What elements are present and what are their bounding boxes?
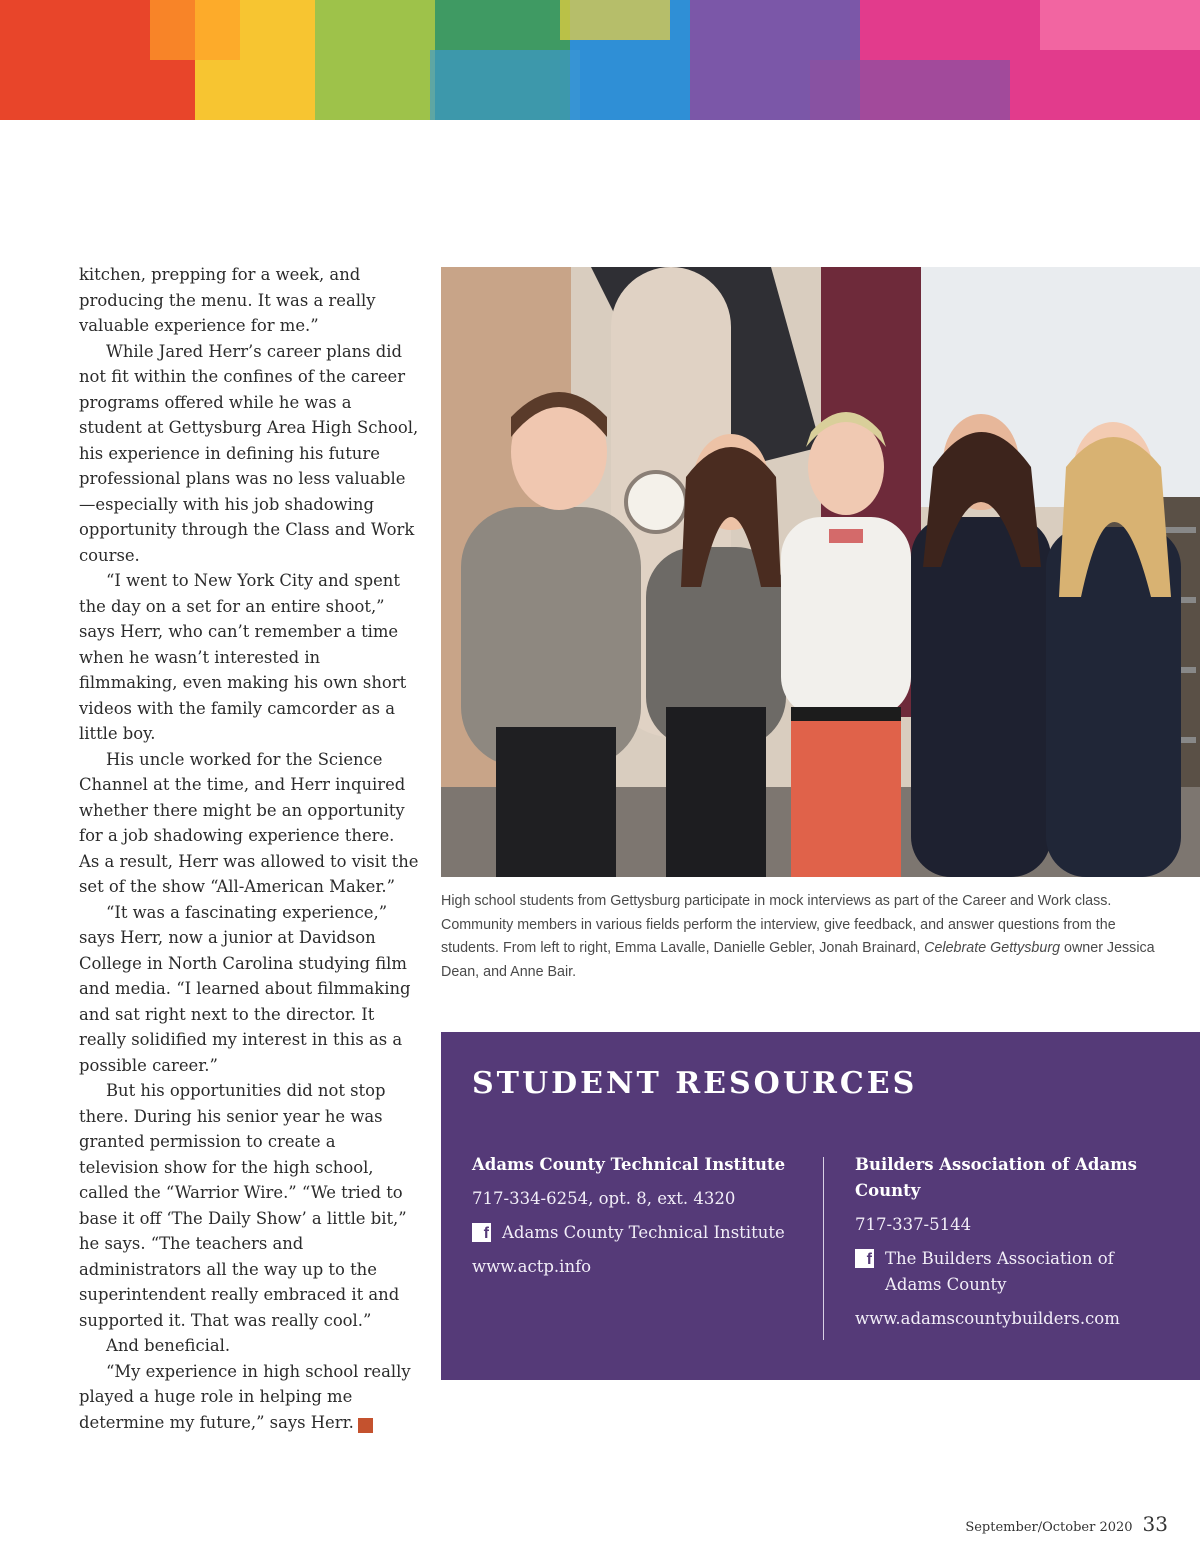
resource-website[interactable]: www.actp.info — [472, 1257, 592, 1276]
end-mark-icon: G — [358, 1418, 373, 1433]
resources-title: STUDENT RESOURCES — [472, 1066, 918, 1101]
resource-builders — [855, 1152, 1175, 1340]
issue-date: September/October 2020 — [965, 1520, 1133, 1535]
caption-text: High school students from Gettysburg participate in mock interviews as part of the Career and Work class. Community members in various fields perform the interview, give feedback, and answer questions from the students. From left to right, Emma Lavalle, Danielle Gebler, Jonah Brainard, — [441, 893, 1116, 956]
resource-name: Builders Association of Adams County — [855, 1155, 1137, 1200]
page-number: 33 — [1142, 1512, 1168, 1536]
article-paragraph-text: “My experience in high school really played a huge role in helping me determine my future,” says Herr. — [79, 1361, 411, 1432]
article-paragraph: But his opportunities did not stop there. During his senior year he was granted permission to create a television show for the high school, called the “Warrior Wire.” “We tried to base it off ‘The Daily Show’ a little bit,” he says. “The teachers and administrators all the way up to the superintendent really embraced it and supported it. That was really cool.” — [79, 1081, 407, 1330]
article-paragraph: “It was a fascinating experience,” says Herr, now a junior at Davidson College in North Carolina studying film and media. “I learned about filmmaking and sat right next to the director. It really solidified my interest in this as a possible career.” — [79, 902, 411, 1075]
article-paragraph: His uncle worked for the Science Channel at the time, and Herr inquired whether there might be an opportunity for a job shadowing experience there. As a result, Herr was allowed to visit the set of the show “All-American Maker.” — [79, 749, 419, 896]
resource-facebook-link[interactable] — [855, 1246, 1175, 1298]
caption-text-end: owner Jessica Dean, and Anne Bair. — [441, 940, 1155, 980]
resource-phone[interactable]: 717-334-6254, opt. 8, ext. 4320 — [472, 1189, 736, 1208]
article-paragraph: “I went to New York City and spent the day on a set for an entire shoot,” says Herr, who can’t remember a time when he wasn’t interested in filmmaking, even making his own short videos with the family camcorder as a little boy. — [79, 571, 407, 743]
resource-facebook-label: Adams County Technical Institute — [502, 1223, 785, 1242]
resource-facebook-label: The Builders Association of Adams County — [885, 1249, 1114, 1294]
article-paragraph: And beneficial. — [106, 1336, 231, 1355]
page-footer — [965, 1512, 1168, 1536]
student-resources-panel — [441, 1032, 1200, 1380]
facebook-icon: f — [472, 1223, 491, 1242]
photo-caption — [441, 890, 1176, 984]
resource-name: Adams County Technical Institute — [472, 1155, 786, 1174]
resource-facebook-link[interactable] — [472, 1220, 812, 1246]
facebook-icon: f — [855, 1249, 874, 1268]
article-paragraph: kitchen, prepping for a week, and producing the menu. It was a really valuable experience for me.” — [79, 265, 376, 335]
article-paragraph: While Jared Herr’s career plans did not fit within the confines of the career programs offered while he was a student at Gettysburg Area High School, his experience in defining his future professional plans was no less valuable—especially with his job shadowing opportunity through the Class and Work course. — [79, 341, 419, 565]
article-last-paragraph — [79, 1359, 419, 1436]
group-photo — [441, 267, 1200, 877]
article-body — [79, 262, 419, 1435]
column-divider — [823, 1157, 824, 1340]
resource-website[interactable]: www.adamscountybuilders.com — [855, 1309, 1120, 1328]
resource-actc — [472, 1152, 812, 1288]
caption-italic-text: Celebrate Gettysburg — [924, 940, 1061, 956]
resource-phone[interactable]: 717-337-5144 — [855, 1215, 972, 1234]
group-photo-illustration — [441, 267, 1200, 877]
header-banner — [0, 0, 1200, 120]
